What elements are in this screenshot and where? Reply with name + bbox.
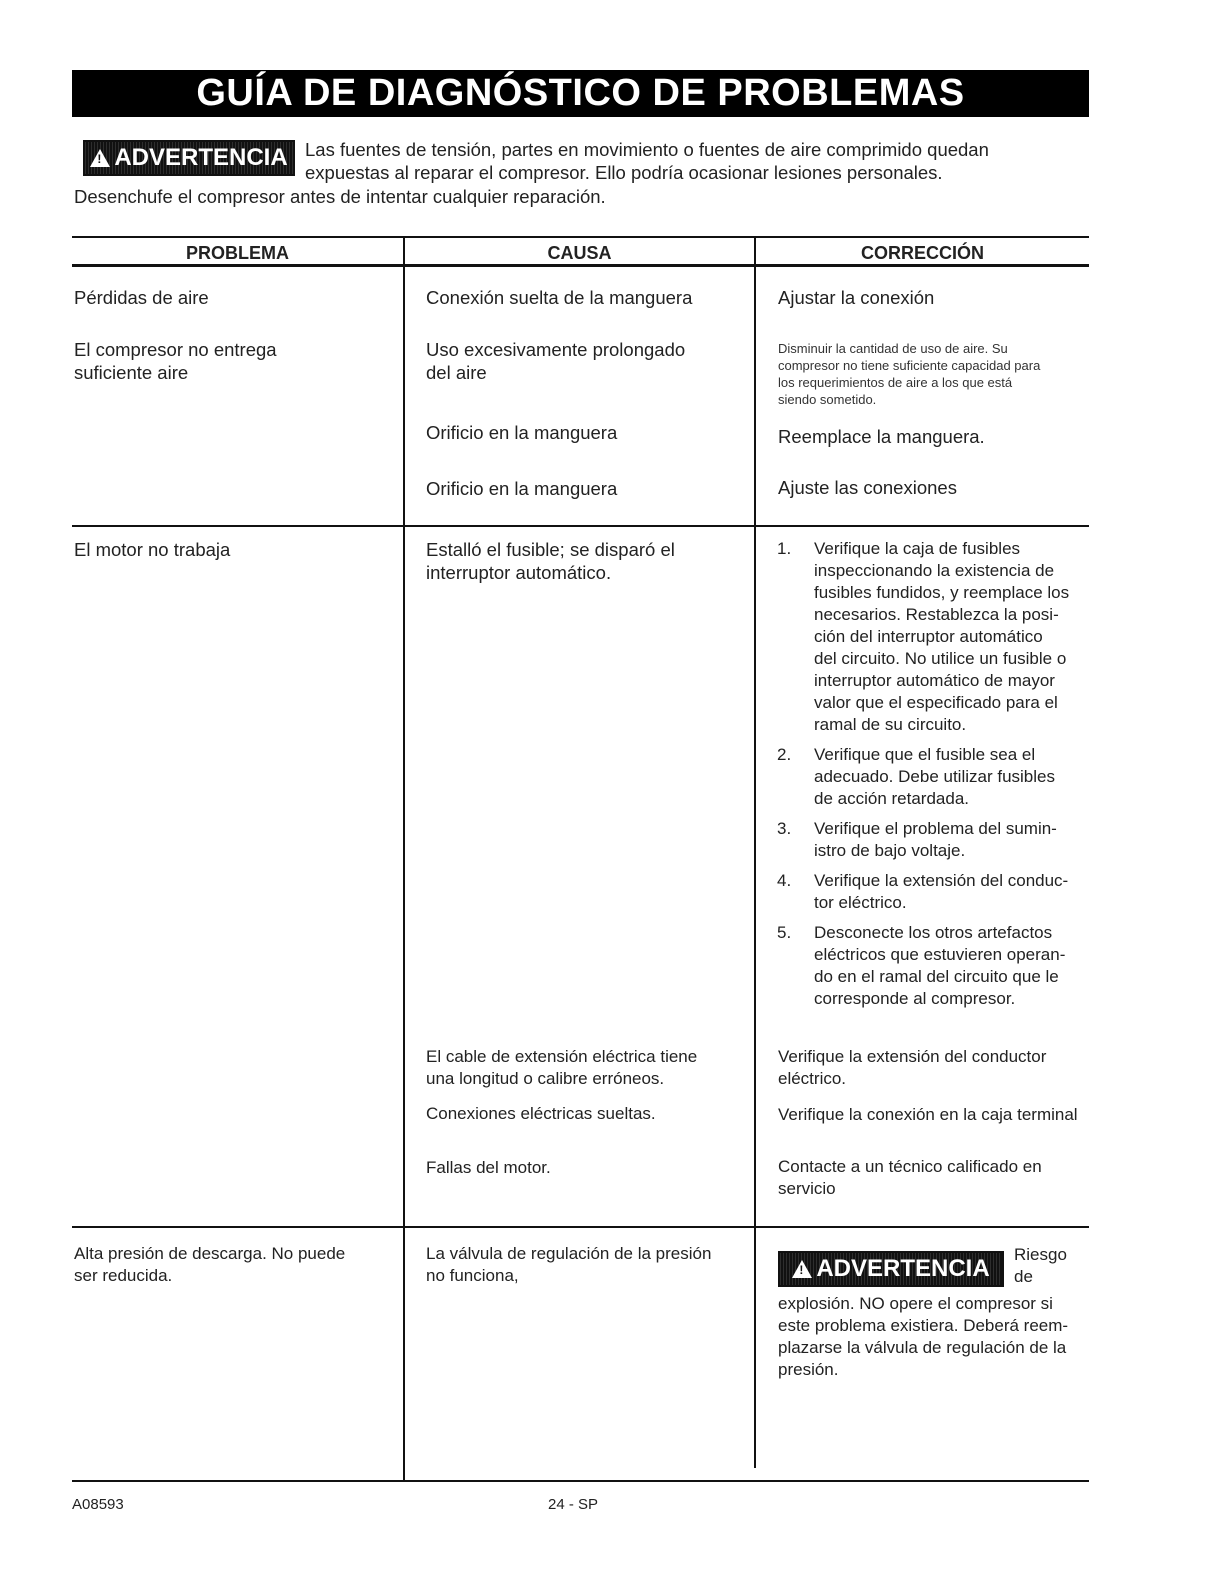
row4-cause: La válvula de regulación de la presión no funciona, xyxy=(426,1244,712,1285)
row3-cause-1: Estalló el fusible; se disparó el interruptor automático. xyxy=(426,539,675,583)
row4-problem: Alta presión de descarga. No puede ser reducida. xyxy=(74,1244,346,1285)
row3-correction-2: Verifique la extensión del conductor eléctrico. xyxy=(778,1047,1047,1088)
page-title: GUÍA DE DIAGNÓSTICO DE PROBLEMAS xyxy=(72,70,1089,117)
table-bottom-rule xyxy=(72,1480,1089,1482)
warning-triangle-icon xyxy=(792,1260,812,1278)
warning-badge-label: ADVERTENCIA xyxy=(816,1255,990,1282)
row1-problem: Pérdidas de aire xyxy=(74,287,209,308)
warning-badge-label: ADVERTENCIA xyxy=(114,144,288,171)
row3-problem: El motor no trabaja xyxy=(74,539,231,560)
row3-cause-3: Conexiones eléctricas sueltas. xyxy=(426,1104,656,1123)
row3-correction-3: Verifique la conexión en la caja terminal xyxy=(778,1105,1078,1124)
column-divider-1 xyxy=(403,238,405,1482)
row2-cause-2: Orificio en la manguera xyxy=(426,422,618,443)
row2-cause-3: Orificio en la manguera xyxy=(426,478,618,499)
row-divider-1 xyxy=(72,525,1089,527)
header-correction: CORRECCIÓN xyxy=(860,243,984,263)
footer-page-number: 24 - SP xyxy=(548,1496,599,1513)
header-cause: CAUSA xyxy=(547,243,612,263)
row2-correction-1: Disminuir la cantidad de uso de aire. Su compresor no tiene suficiente capacidad para los requerimientos de aire a los que está siendo sometido. xyxy=(778,341,1041,407)
intro-line-1: Las fuentes de tensión, partes en movimiento o fuentes de aire comprimido quedan xyxy=(305,139,989,160)
intro-line-2: expuestas al reparar el compresor. Ello podría ocasionar lesiones personales. xyxy=(305,162,943,183)
intro-line-3: Desenchufe el compresor antes de intentar cualquier reparación. xyxy=(74,186,606,207)
step-item: 4. Verifique la extensión del conduc- tor eléctrico. xyxy=(777,871,1069,912)
table-top-rule xyxy=(72,236,1089,238)
row2-problem: El compresor no entrega suficiente aire xyxy=(74,339,277,383)
warning-triangle-icon xyxy=(90,149,110,167)
row2-correction-2: Reemplace la manguera. xyxy=(778,426,985,447)
row3-cause-2: El cable de extensión eléctrica tiene una longitud o calibre erróneos. xyxy=(426,1047,698,1088)
warning-badge xyxy=(83,140,295,176)
row3-cause-4: Fallas del motor. xyxy=(426,1158,551,1177)
row2-correction-3: Ajuste las conexiones xyxy=(778,477,957,498)
row1-correction: Ajustar la conexión xyxy=(778,287,935,308)
row2-cause-1: Uso excesivamente prolongado del aire xyxy=(426,339,686,383)
header-problem: PROBLEMA xyxy=(186,243,289,263)
step-item: 2. Verifique que el fusible sea el adecuado. Debe utilizar fusibles de acción retardada. xyxy=(777,745,1055,808)
row4-correction-head: Riesgo de xyxy=(1014,1245,1067,1286)
step-item: 1. Verifique la caja de fusibles inspeccionando la existencia de fusibles fundidos, y reemplace los necesarios. Restablezca la posi- ción del interruptor automático del circuito. No utilice un fusible o interruptor automático de mayor valor que el especificado para el ramal de su circuito. xyxy=(777,539,1070,734)
footer-code: A08593 xyxy=(72,1496,124,1513)
row4-warning-badge xyxy=(778,1251,1004,1287)
row3-correction-steps xyxy=(777,538,1089,1018)
column-divider-2 xyxy=(754,238,756,1468)
step-item: 5. Desconecte los otros artefactos eléctricos que estuvieren operan- do en el ramal del circuito que le corresponde al compresor. xyxy=(777,923,1066,1008)
row4-correction: explosión. NO opere el compresor si este problema existiera. Deberá reem- plazarse la válvula de regulación de la presión. xyxy=(778,1294,1069,1379)
row1-cause: Conexión suelta de la manguera xyxy=(426,287,693,308)
table-header-rule xyxy=(72,264,1089,267)
row3-correction-4: Contacte a un técnico calificado en servicio xyxy=(778,1157,1042,1198)
step-item: 3. Verifique el problema del sumin- istro de bajo voltaje. xyxy=(777,819,1057,860)
row-divider-2 xyxy=(72,1226,1089,1228)
